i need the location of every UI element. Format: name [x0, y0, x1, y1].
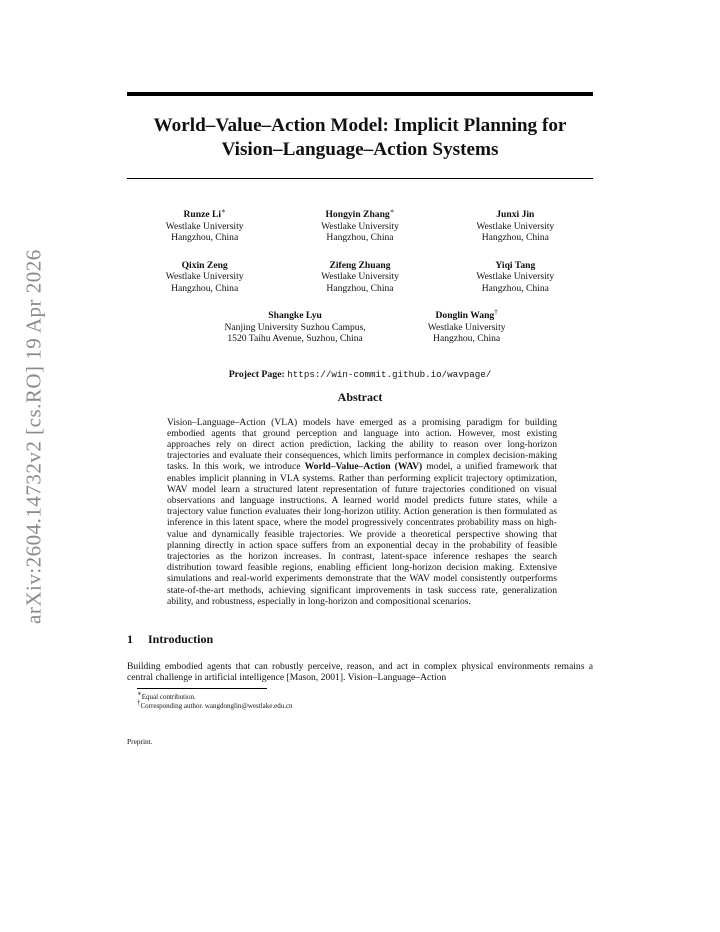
intro-paragraph: Building embodied agents that can robustly perceive, reason, and act in complex physical environments remains a central challenge in artificial intelligence [Mason, 2001]. Vision–Language–Action — [127, 660, 593, 684]
footnote-rule — [137, 688, 267, 689]
model-name-bold: World–Value–Action (WAV) — [304, 461, 423, 473]
section-title: Introduction — [148, 631, 214, 646]
footnotes — [127, 690, 593, 711]
author-affiliation: Nanjing University Suzhou Campus, — [224, 321, 366, 333]
author-location: Hangzhou, China — [433, 333, 501, 344]
section-heading — [127, 632, 593, 647]
paper-page — [127, 92, 593, 746]
author-location: Hangzhou, China — [326, 282, 394, 294]
author-name: Donglin Wang — [435, 310, 495, 321]
author-card — [285, 206, 435, 244]
author-name: Hongyin Zhang — [325, 209, 390, 220]
project-page-line — [127, 369, 593, 380]
author-card — [130, 206, 280, 244]
author-mark: ∗ — [221, 206, 226, 215]
author-mark: ∗ — [389, 206, 395, 215]
author-card — [427, 307, 506, 345]
author-name: Yiqi Tang — [495, 259, 536, 271]
title-line-1: World–Value–Action Model: Implicit Planning for — [153, 115, 567, 136]
author-card — [285, 260, 435, 295]
paper-title — [127, 114, 593, 162]
author-row-2 — [127, 260, 593, 295]
author-name: Zifeng Zhuang — [329, 259, 391, 271]
author-location: Hangzhou, China — [481, 282, 549, 294]
author-affiliation: Westlake University — [321, 271, 399, 282]
footnote-equal: ∗Equal contribution. — [137, 690, 196, 702]
author-name: Qixin Zeng — [181, 259, 228, 271]
preprint-label: Preprint. — [127, 737, 153, 747]
author-card — [440, 209, 590, 244]
project-page-label: Project Page: — [228, 368, 285, 380]
author-affiliation: Westlake University — [476, 220, 555, 232]
author-name: Junxi Jin — [496, 209, 535, 220]
author-location: Hangzhou, China — [481, 232, 549, 243]
project-page-link[interactable]: https://win-commit.github.io/wavpage/ — [287, 368, 492, 380]
author-location: 1520 Taihu Avenue, Suzhou, China — [227, 333, 363, 344]
author-name: Shangke Lyu — [268, 310, 322, 321]
abstract-text: Vision–Language–Action (VLA) models have emerged as a promising paradigm for building embodied agents that ground perception and language into action. However, most existing approaches rely on direct action prediction, lacking the ability to reason over long-horizon trajectories and evaluate their consequences, which limits performance in complex decision-making tasks. In this work, we introduce World–Value–Action (WAV) model, a unified framework that enables implicit planning in VLA systems. Rather than performing explicit trajectory optimization, WAV model learn a structured latent representation of future trajectories conditioned on visual observations and language instructions. A learned world model predicts future states, while a trajectory value function evaluates their long-horizon utility. Action generation is then formulated as inference in this latent space, where the model progressively concentrates probability mass on high-value and dynamically feasible trajectories. We provide a theoretical perspective showing that planning directly in action space suffers from an exponential decay in the probability of feasible trajectories as the horizon increases. In contrast, latent-space inference reshapes the search distribution toward feasible regions, enabling efficient long-horizon decision making. Extensive simulations and real-world experiments demonstrate that the WAV model consistently outperforms state-of-the-art methods, achieving significant improvements in task success rate, generalization ability, and robustness, especially in long-horizon and compositional scenarios. — [167, 416, 557, 607]
author-affiliation: Westlake University — [321, 220, 399, 232]
abstract-heading: Abstract — [337, 389, 383, 404]
author-block — [127, 206, 593, 345]
author-location: Hangzhou, China — [326, 232, 394, 243]
author-affiliation: Westlake University — [476, 271, 555, 282]
title-top-rule — [127, 92, 593, 96]
author-location: Hangzhou, China — [171, 232, 239, 243]
section-number: 1 — [127, 631, 133, 646]
author-mark: † — [494, 307, 498, 316]
author-affiliation: Westlake University — [165, 271, 244, 282]
author-card — [130, 260, 280, 295]
title-bottom-rule — [127, 178, 593, 179]
author-affiliation: Westlake University — [165, 220, 244, 232]
footnote-corresponding: †Corresponding author. wangdonglin@westlake.edu.cn — [137, 699, 293, 711]
author-location: Hangzhou, China — [171, 282, 239, 294]
author-affiliation: Westlake University — [427, 321, 506, 333]
author-card — [224, 310, 365, 345]
title-line-2: Vision–Language–Action Systems — [221, 139, 499, 160]
author-row-1 — [127, 206, 593, 244]
author-row-3 — [127, 307, 593, 345]
author-card — [440, 260, 590, 295]
author-name: Runze Li — [183, 209, 222, 220]
arxiv-identifier: arXiv:2604.14732v2 [cs.RO] 19 Apr 2026 — [21, 249, 46, 625]
